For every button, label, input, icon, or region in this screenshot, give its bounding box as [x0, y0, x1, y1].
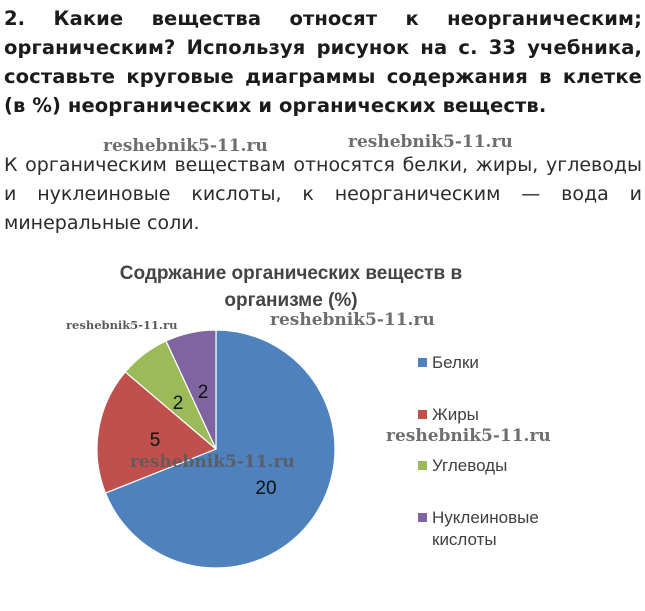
- watermark: reshebnik5-11.ru: [103, 136, 268, 156]
- slice-data-label: 5: [149, 430, 161, 452]
- legend-item: [418, 455, 592, 477]
- watermark: reshebnik5-11.ru: [130, 452, 295, 472]
- watermark: reshebnik5-11.ru: [66, 318, 178, 332]
- legend-swatch: [418, 358, 427, 367]
- slice-data-label: 2: [197, 382, 209, 404]
- answer-text: К органическим веществам относятся белки, жиры, углеводы и нуклеиновые кислоты, к неорганическим — вода и минеральные соли.: [4, 154, 642, 234]
- slice-data-label: 2: [172, 393, 184, 415]
- legend-item: [418, 404, 592, 426]
- watermark: reshebnik5-11.ru: [270, 310, 435, 330]
- slice-data-label: 20: [255, 478, 277, 500]
- watermark: reshebnik5-11.ru: [348, 132, 513, 152]
- question-text: 2. Какие вещества относят к неорганическим; органическим? Используя рисунок на с. 33 учебника, составьте круговые диаграммы содержания в клетке (в %) неорганических и органических веществ.: [4, 7, 642, 117]
- legend-label: Нуклеиновые кислоты: [432, 508, 539, 549]
- legend-label: Углеводы: [432, 456, 508, 475]
- legend-swatch: [418, 410, 427, 419]
- legend-swatch: [418, 461, 427, 470]
- legend-swatch: [418, 513, 427, 522]
- legend-item: [418, 507, 592, 551]
- legend-label: Жиры: [432, 405, 479, 424]
- watermark: reshebnik5-11.ru: [386, 426, 551, 446]
- legend-item: [418, 352, 592, 374]
- legend-label: Белки: [432, 353, 479, 372]
- chart-title: Содржание органических веществ в организме (%): [119, 263, 463, 311]
